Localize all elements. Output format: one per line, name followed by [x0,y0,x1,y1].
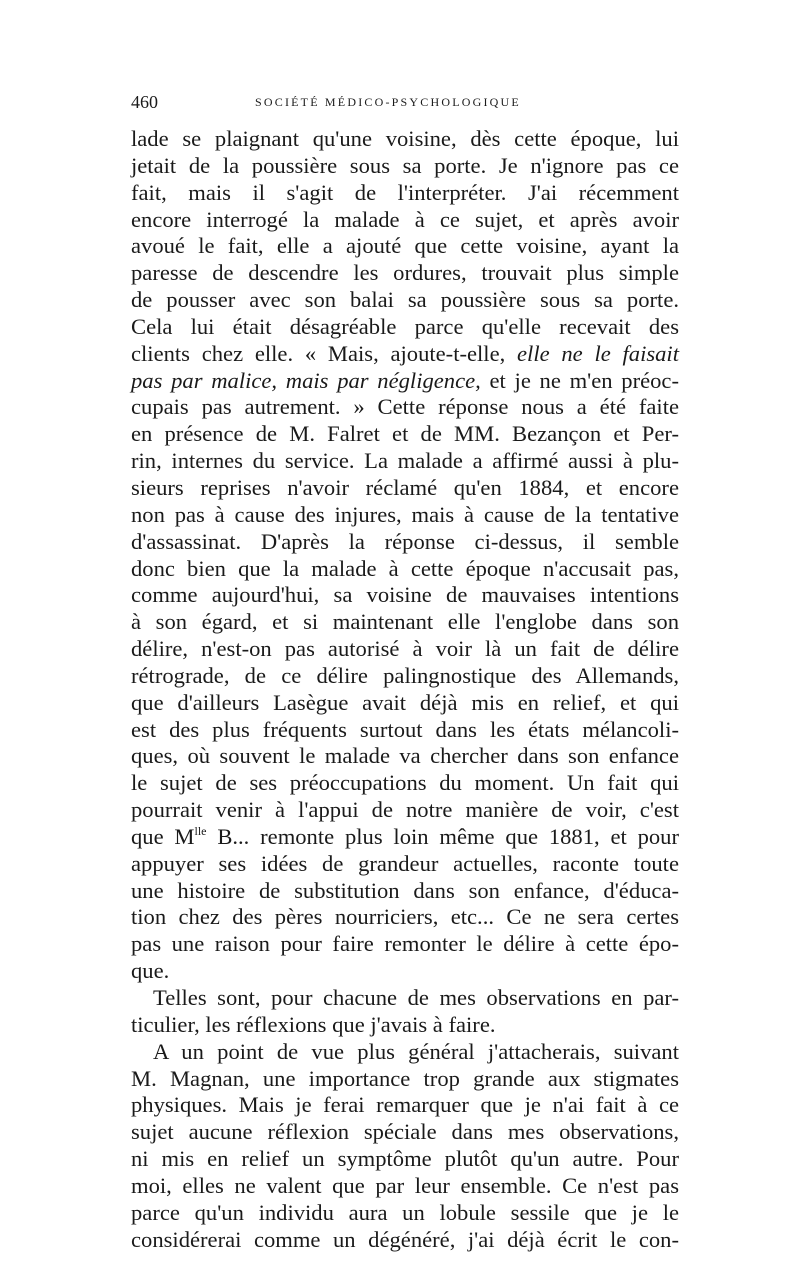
text-line: comme aujourd'hui, sa voisine de mauvaises intentions [131,582,679,608]
page-number: 460 [131,92,158,112]
italic-segment: elle ne le faisait [517,340,679,366]
text-line: tion chez des pères nourriciers, etc... Ce ne sera certes [131,904,679,930]
body-text [131,126,679,1253]
text-line [131,824,679,851]
text-segment: B... remonte plus loin même que 1881, et pour [206,823,679,849]
text-line [131,368,679,395]
text-line: d'assassinat. D'après la réponse ci-dessus, il semble [131,528,679,554]
text-line: que. [131,958,170,984]
text-line: non pas à cause des injures, mais à cause de la tentative [131,501,679,527]
text-line: parce qu'un individu aura un lobule sessile que je le [131,1199,679,1225]
text-line: que d'ailleurs Lasègue avait déjà mis en relief, et qui [131,689,679,715]
text-line: fait, mais il s'agit de l'interpréter. J'ai récemment [131,179,679,205]
superscript: lle [194,823,207,838]
text-line: encore interrogé la malade à ce sujet, et après avoir [131,206,679,232]
text-line: A un point de vue plus général j'attacherais, suivant [153,1038,679,1064]
text-line: une histoire de substitution dans son enfance, d'éduca- [131,877,679,903]
text-line: rin, internes du service. La malade a affirmé aussi à plu- [131,448,679,474]
text-line: pas une raison pour faire remonter le délire à cette épo- [131,931,679,957]
page-header [131,92,676,114]
text-segment: et je ne m'en préoc- [489,367,679,393]
text-line: physiques. Mais je ferai remarquer que je n'ai fait à ce [131,1092,679,1118]
running-head: SOCIÉTÉ MÉDICO-PSYCHOLOGIQUE [255,95,521,109]
text-segment: que M [131,823,195,849]
text-line: à son égard, et si maintenant elle l'englobe dans son [131,609,679,635]
text-line: avoué le fait, elle a ajouté que cette voisine, ayant la [131,233,679,259]
text-line: sujet aucune réflexion spéciale dans mes observations, [131,1119,679,1145]
text-line: moi, elles ne valent que par leur ensemble. Ce n'est pas [131,1172,679,1198]
text-line: en présence de M. Falret et de MM. Bezançon et Per- [131,421,679,447]
text-line: Telles sont, pour chacune de mes observations en par- [153,985,679,1010]
text-line: rétrograde, de ce délire palingnostique des Allemands, [131,662,679,688]
text-line: Cela lui était désagréable parce qu'elle recevait des [131,313,679,339]
text-line: délire, n'est-on pas autorisé à voir là un fait de délire [131,636,679,662]
text-line: jetait de la poussière sous sa porte. Je n'ignore pas ce [131,152,679,178]
text-line: est des plus fréquents surtout dans les états mélancoli- [131,716,679,742]
text-line: paresse de descendre les ordures, trouvait plus simple [131,260,679,286]
text-line: sieurs reprises n'avoir réclamé qu'en 1884, et encore [131,474,679,500]
italic-segment: pas par malice, mais par négligence, [131,367,481,393]
text-line: considérerai comme un dégénéré, j'ai déjà écrit le con- [131,1226,679,1252]
text-line: de pousser avec son balai sa poussière sous sa porte. [131,287,679,313]
text-line: ques, où souvent le malade va chercher dans son enfance [131,743,679,769]
text-line: pourrait venir à l'appui de notre manière de voir, c'est [131,797,679,823]
text-segment: clients chez elle. « Mais, ajoute-t-elle, [131,340,506,366]
text-line: lade se plaignant qu'une voisine, dès cette époque, lui [131,126,679,151]
text-line: cupais pas autrement. » Cette réponse nous a été faite [131,394,679,420]
text-line: appuyer ses idées de grandeur actuelles, raconte toute [131,850,679,876]
text-line: ni mis en relief un symptôme plutôt qu'un autre. Pour [131,1146,679,1172]
text-line: donc bien que la malade à cette époque n'accusait pas, [131,555,679,581]
text-line: M. Magnan, une importance trop grande aux stigmates [131,1065,679,1091]
text-line: ticulier, les réflexions que j'avais à faire. [131,1011,496,1037]
text-line [131,341,679,368]
text-line: le sujet de ses préoccupations du moment. Un fait qui [131,770,679,796]
